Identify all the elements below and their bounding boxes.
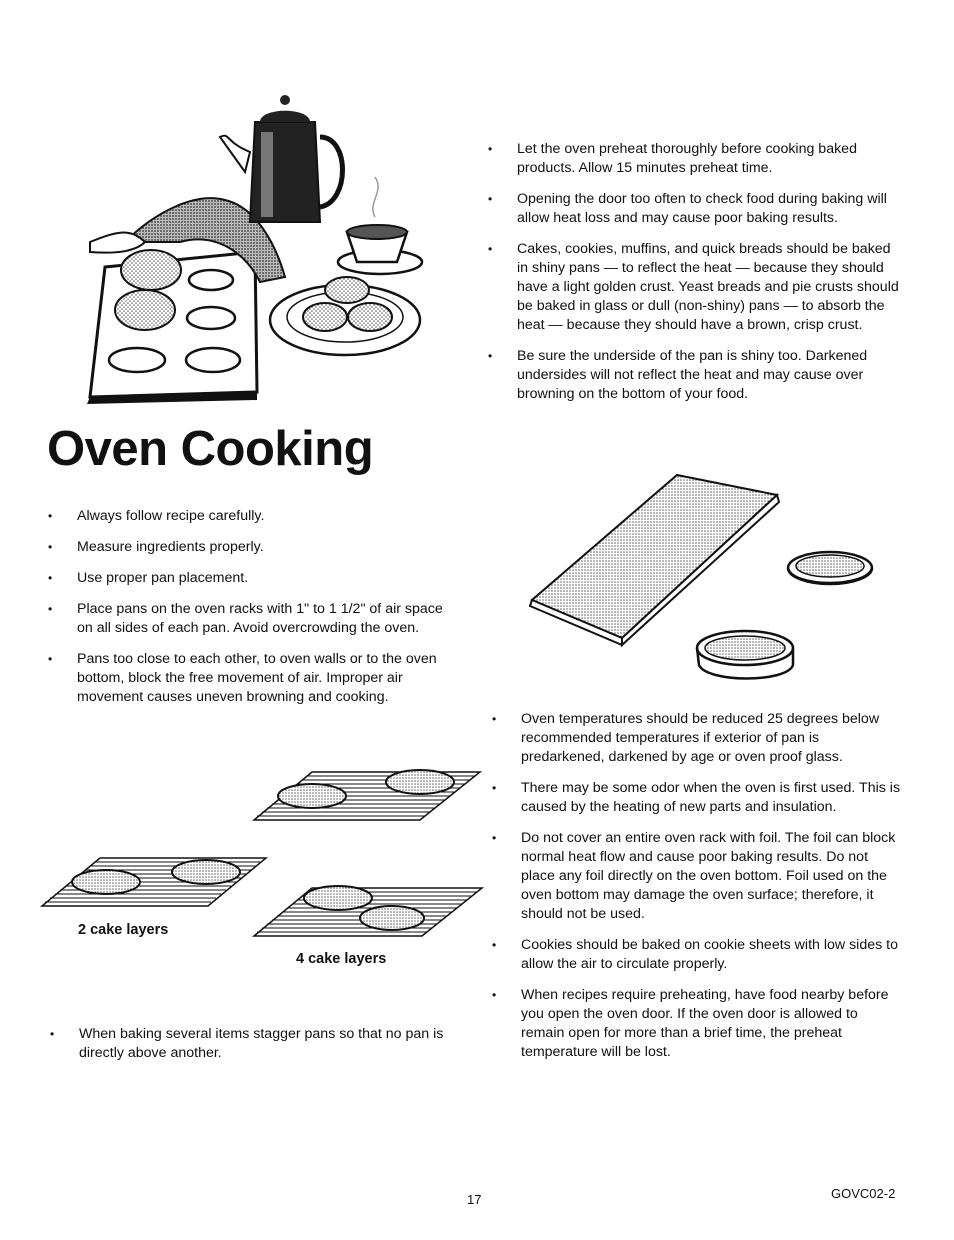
bullet-icon: • [48,602,53,616]
list-item: • Let the oven preheat thoroughly before cooking baked products. Allow 15 minutes preheat time. [488,141,857,176]
right-bottom-bullet-list [492,710,901,1074]
bullet-icon: • [488,242,493,256]
list-item: • Pans too close to each other, to oven walls or to the oven bottom, block the free movement of air. Improper air movement causes uneven browning and cooking. [48,651,437,705]
bullet-icon: • [492,781,497,795]
list-item: • Place pans on the oven racks with 1" to 1 1/2" of air space on all sides of each pan. Avoid overcrowding the oven. [48,601,443,636]
left-bullet-list [48,507,462,719]
list-item: • When recipes require preheating, have food nearby before you open the oven door. If the oven door is allowed to remain open for more than a brief time, the preheat temperature will be lost. [492,987,889,1060]
list-item: • When baking several items stagger pans so that no pan is directly above another. [50,1026,444,1061]
page-title: Oven Cooking [47,422,374,476]
list-item: • Opening the door too often to check food during baking will allow heat loss and may cause poor baking results. [488,191,887,226]
caption-2-cake-layers: 2 cake layers [78,922,169,938]
list-item: • Always follow recipe carefully. [48,508,265,524]
document-code: GOVC02-2 [831,1186,896,1201]
page-number: 17 [467,1192,482,1207]
list-item: • Do not cover an entire oven rack with foil. The foil can block normal heat flow and cause poor baking results. Do not place any foil directly on the oven bottom. Foil used on the oven bottom may damage the oven surface; therefore, it should not be used. [492,830,896,922]
rack-lower-4-layers [252,878,484,940]
bullet-icon: • [492,938,497,952]
bullet-icon: • [50,1027,55,1041]
list-item: • Cookies should be baked on cookie sheets with low sides to allow the air to circulate properly. [492,937,898,972]
bullet-icon: • [488,192,493,206]
list-item: • Use proper pan placement. [48,570,249,586]
caption-4-cake-layers: 4 cake layers [296,951,387,967]
bullet-icon: • [48,540,53,554]
bullet-icon: • [48,571,53,585]
list-item: • Be sure the underside of the pan is shiny too. Darkened undersides will not reflect the heat and may cause over browning on the bottom of your food. [488,348,868,402]
bullet-icon: • [488,142,493,156]
rack-upper-4-layers [252,762,482,824]
stagger-bullet-list [50,1025,464,1063]
bullet-icon: • [492,712,497,726]
baking-illustration [85,92,430,404]
bullet-icon: • [48,652,53,666]
bullet-icon: • [492,988,497,1002]
list-item: • Cakes, cookies, muffins, and quick breads should be baked in shiny pans — to reflect the heat — because they should have a light golden crust. Yeast breads and pie crusts should be baked in glass or dull (non-shiny) pans — to absorb the heat — because they should have a brown, crisp crust. [488,241,899,333]
list-item: • Oven temperatures should be reduced 25 degrees below recommended temperatures if exterior of pan is predarkened, darkened by age or oven proof glass. [492,711,880,765]
list-item: • There may be some odor when the oven is first used. This is caused by the heating of new parts and insulation. [492,780,901,815]
pans-illustration [527,470,887,685]
bullet-icon: • [48,509,53,523]
rack-2-layers [40,852,268,910]
bullet-icon: • [488,349,493,363]
bullet-icon: • [492,831,497,845]
list-item: • Measure ingredients properly. [48,539,264,555]
right-top-bullet-list [488,140,901,416]
